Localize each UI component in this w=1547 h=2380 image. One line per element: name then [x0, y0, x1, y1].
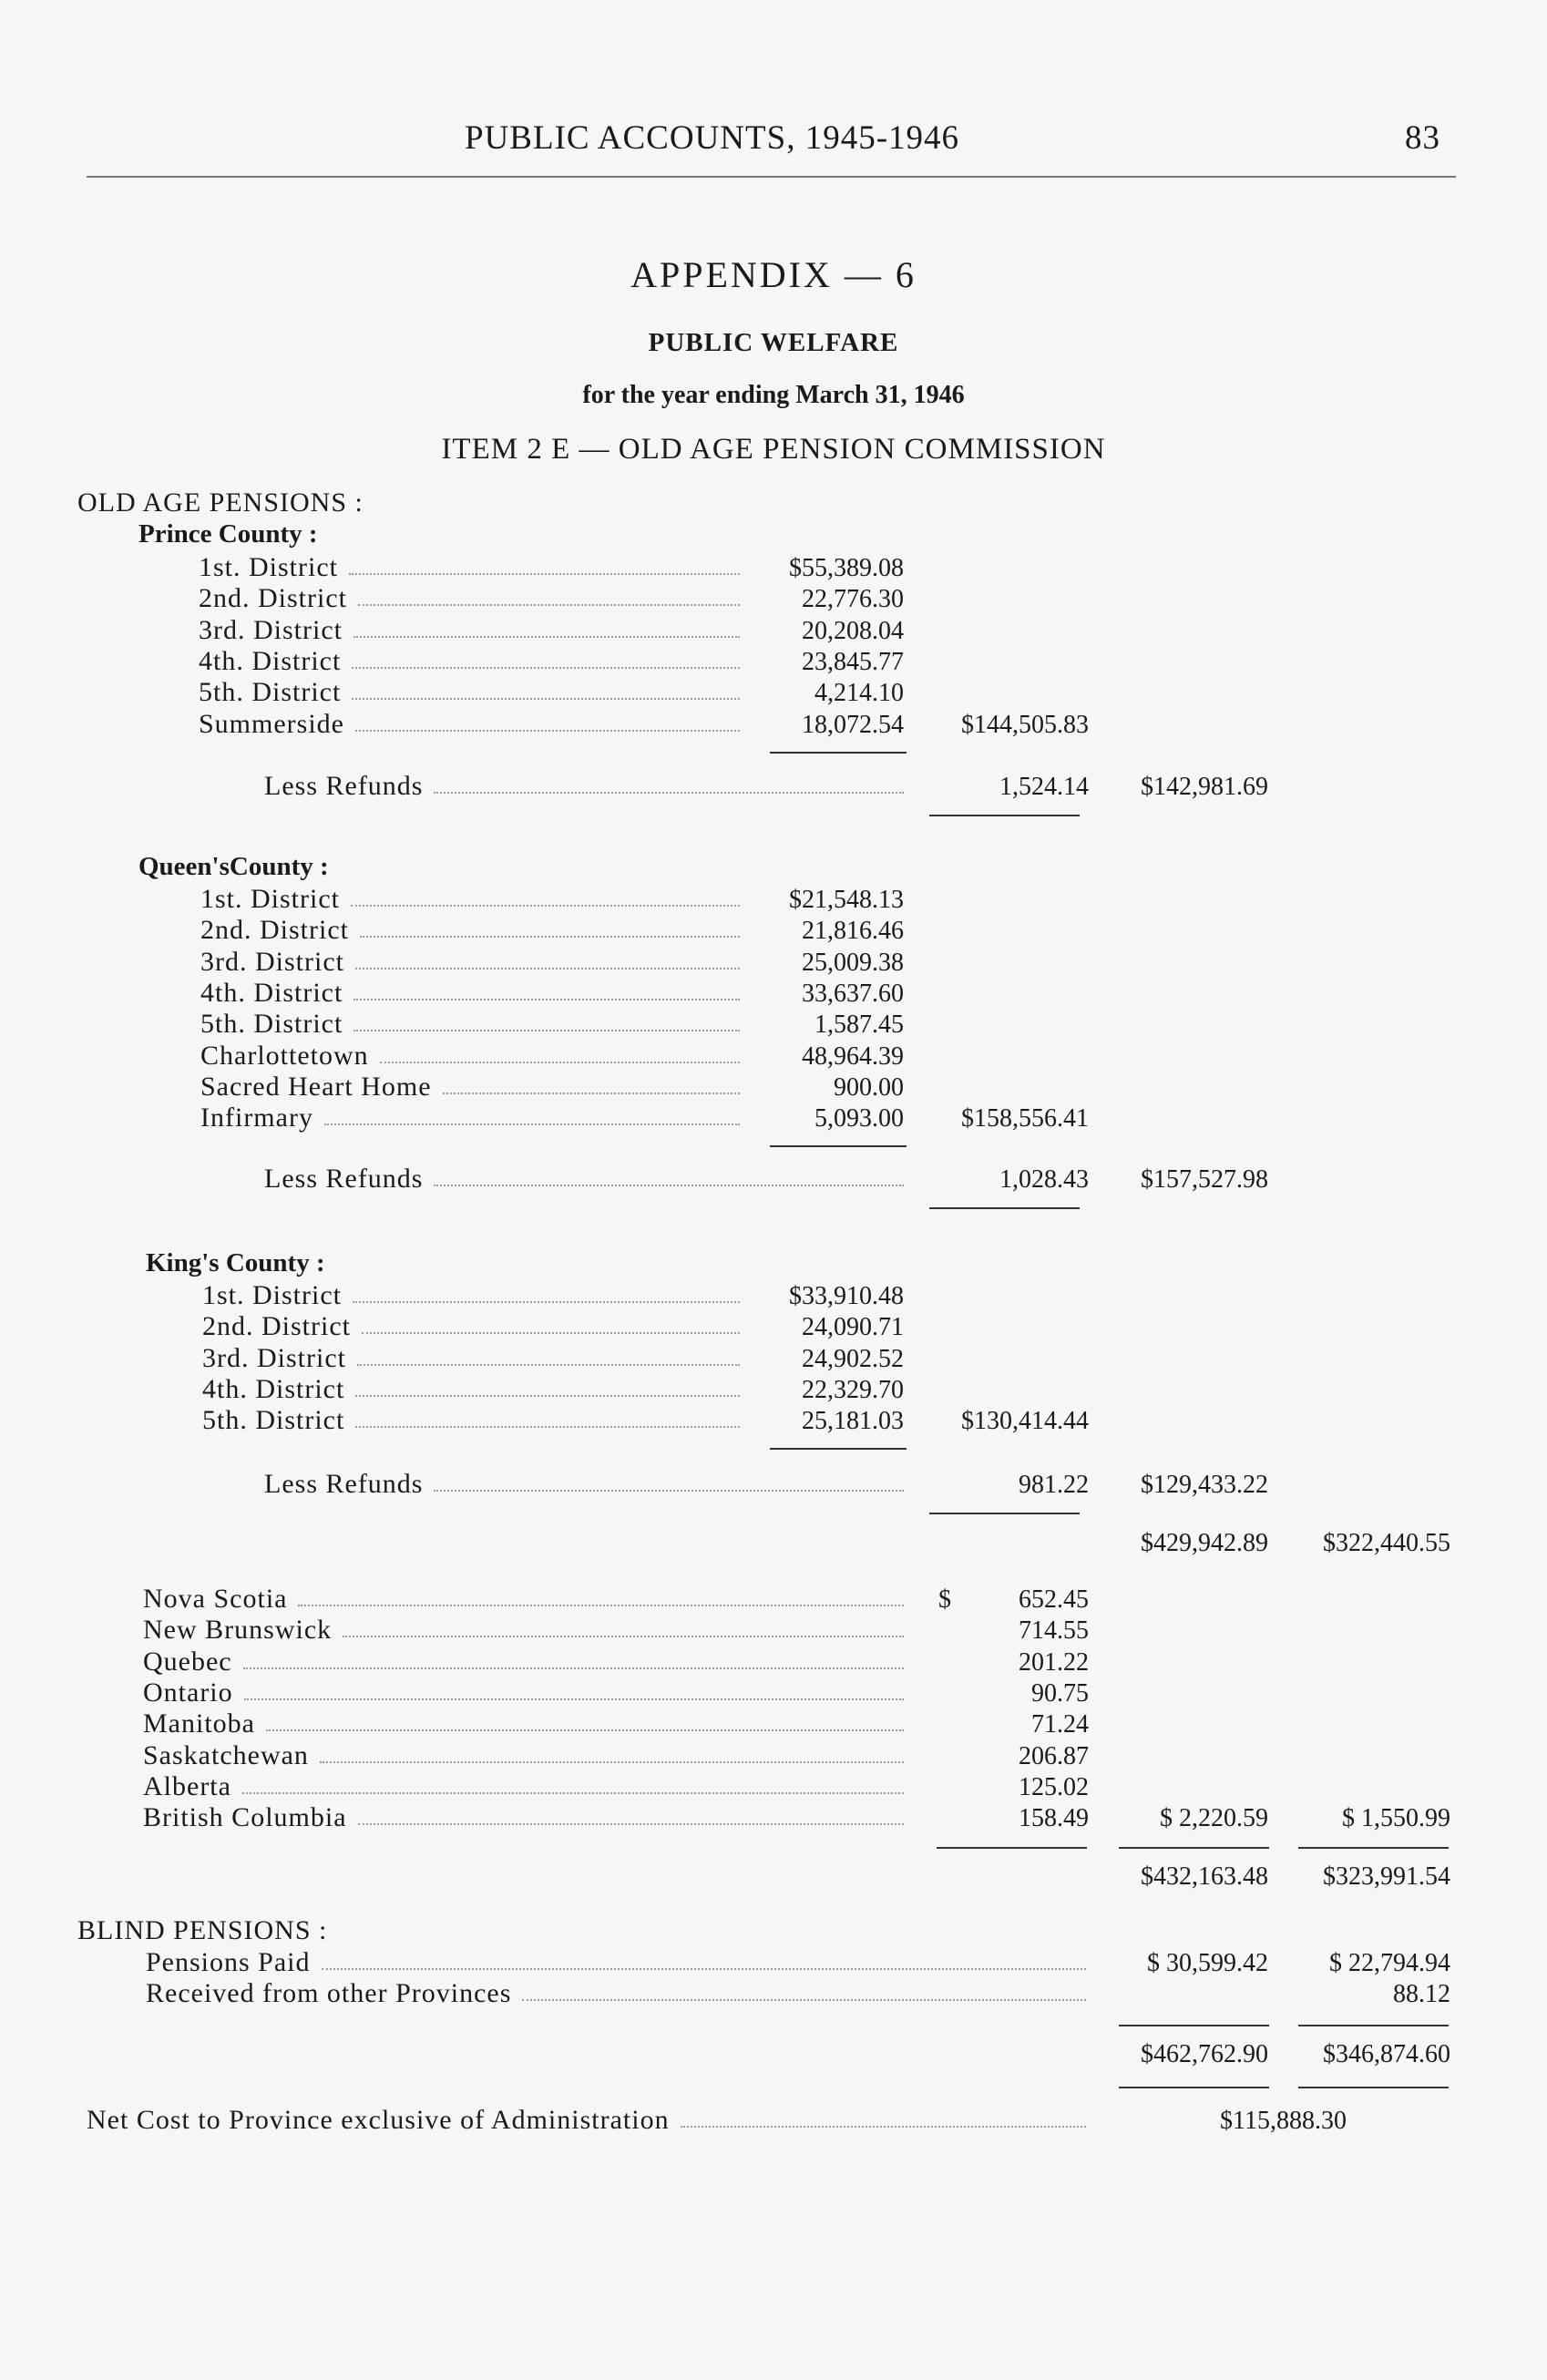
dot-leader	[242, 1792, 904, 1794]
dot-leader	[244, 1698, 904, 1700]
refunds-amount: 1,524.14	[999, 773, 1089, 801]
province-amount: 71.24	[1031, 1710, 1089, 1739]
dot-leader	[355, 730, 740, 732]
district-row	[0, 1280, 1547, 1311]
province-label: Nova Scotia	[143, 1584, 288, 1614]
received-b: 88.12	[1393, 1980, 1450, 2008]
district-label: Charlottetown	[200, 1041, 369, 1071]
district-amount: 20,208.04	[802, 617, 904, 645]
queens-county-heading: Queen'sCounty :	[138, 852, 329, 881]
district-label: 2nd. District	[199, 583, 347, 613]
pensions-paid-label: Pensions Paid	[146, 1947, 311, 1977]
district-row	[0, 615, 1547, 646]
subtotal-b: $322,440.55	[1323, 1529, 1450, 1557]
district-label: 4th. District	[199, 646, 342, 676]
district-amount: 23,845.77	[802, 648, 904, 676]
district-label: 1st. District	[199, 552, 338, 582]
district-row	[0, 552, 1547, 583]
sum-rule	[770, 1448, 907, 1450]
province-amount: 652.45	[1019, 1585, 1089, 1614]
district-row	[0, 1343, 1547, 1374]
district-amount: 24,090.71	[802, 1313, 904, 1341]
district-amount: 33,637.60	[802, 980, 904, 1008]
county-total: $130,414.44	[961, 1407, 1089, 1435]
district-label: Infirmary	[200, 1103, 313, 1133]
district-row	[0, 1072, 1547, 1103]
province-row	[0, 1677, 1547, 1708]
old-age-pensions-heading: OLD AGE PENSIONS :	[77, 487, 364, 518]
pensions-paid-row	[0, 1947, 1547, 1978]
dot-leader	[358, 1823, 904, 1825]
refunds-amount: 1,028.43	[999, 1165, 1089, 1194]
province-amount: 158.49	[1019, 1804, 1089, 1832]
dot-leader	[380, 1062, 740, 1063]
provinces-total-b: $ 1,550.99	[1342, 1804, 1450, 1832]
appendix-title: APPENDIX — 6	[630, 254, 917, 295]
county-total: $158,556.41	[961, 1104, 1089, 1133]
old-age-total-b: $323,991.54	[1323, 1862, 1450, 1891]
dot-leader	[443, 1093, 740, 1094]
district-label: 4th. District	[202, 1374, 345, 1404]
province-label: British Columbia	[143, 1802, 347, 1832]
blind-total-row	[0, 2038, 1547, 2069]
dot-leader	[351, 905, 740, 907]
dot-leader	[353, 1030, 740, 1031]
district-label: Summerside	[199, 709, 344, 739]
net-cost-row	[0, 2105, 1547, 2136]
district-row	[0, 1041, 1547, 1072]
dot-leader	[352, 667, 740, 669]
sum-rule	[929, 1207, 1080, 1209]
old-age-total-a: $432,163.48	[1141, 1862, 1268, 1891]
district-label: Sacred Heart Home	[200, 1072, 432, 1102]
item-title: ITEM 2 E — OLD AGE PENSION COMMISSION	[441, 433, 1106, 466]
page-number: 83	[1405, 119, 1440, 157]
province-row	[0, 1647, 1547, 1677]
period-subtitle: for the year ending March 31, 1946	[582, 381, 965, 409]
sum-rule	[937, 1847, 1087, 1849]
dot-leader	[352, 698, 740, 700]
province-row	[0, 1740, 1547, 1771]
sum-rule	[1298, 2025, 1449, 2026]
dot-leader	[320, 1761, 904, 1763]
district-amount: 1,587.45	[814, 1010, 904, 1039]
subtotal-a: $429,942.89	[1141, 1529, 1268, 1557]
province-label: New Brunswick	[143, 1615, 333, 1645]
sum-rule	[1298, 1847, 1449, 1849]
dot-leader	[358, 604, 740, 606]
district-row	[0, 1009, 1547, 1040]
district-amount: $21,548.13	[789, 886, 904, 914]
dot-leader	[349, 573, 740, 575]
dot-leader	[343, 1636, 904, 1637]
sum-rule	[1119, 2087, 1269, 2088]
district-amount: 900.00	[834, 1073, 904, 1102]
dot-leader	[355, 1426, 740, 1428]
district-label: 1st. District	[200, 884, 340, 914]
dot-leader	[357, 1364, 740, 1366]
dot-leader	[322, 1968, 1086, 1970]
dot-leader	[360, 936, 740, 938]
refunds-label: Less Refunds	[264, 771, 424, 801]
province-label: Quebec	[143, 1647, 232, 1677]
district-amount: 48,964.39	[802, 1042, 904, 1071]
dot-leader	[355, 1395, 740, 1397]
dot-leader	[243, 1667, 904, 1669]
refunds-label: Less Refunds	[264, 1469, 424, 1499]
dot-leader	[298, 1605, 904, 1606]
province-label: Alberta	[143, 1771, 231, 1801]
kings-county-heading: King's County :	[146, 1248, 325, 1277]
province-row	[0, 1708, 1547, 1739]
county-net: $142,981.69	[1141, 773, 1268, 801]
district-row	[0, 1103, 1547, 1134]
province-row	[0, 1584, 1547, 1615]
district-amount: 24,902.52	[802, 1345, 904, 1373]
sum-rule	[770, 1145, 907, 1147]
province-row	[0, 1771, 1547, 1802]
blind-total-a: $462,762.90	[1141, 2040, 1268, 2068]
district-row	[0, 915, 1547, 946]
county-net: $157,527.98	[1141, 1165, 1268, 1194]
sum-rule	[929, 1513, 1080, 1514]
net-cost-label: Net Cost to Province exclusive of Administration	[87, 2105, 670, 2135]
district-label: 5th. District	[199, 677, 342, 707]
dot-leader	[522, 1999, 1086, 2001]
province-label: Ontario	[143, 1677, 233, 1708]
district-label: 3rd. District	[200, 947, 344, 977]
county-net: $129,433.22	[1141, 1471, 1268, 1499]
net-cost-amount: $115,888.30	[1220, 2107, 1347, 2135]
district-row	[0, 884, 1547, 915]
district-row	[0, 1374, 1547, 1405]
district-row	[0, 677, 1547, 708]
district-amount: 5,093.00	[814, 1104, 904, 1133]
dot-leader	[434, 792, 904, 794]
dot-leader	[266, 1729, 904, 1731]
district-label: 3rd. District	[202, 1343, 346, 1373]
sum-rule	[770, 752, 907, 754]
district-amount: 4,214.10	[814, 679, 904, 707]
sum-rule	[1119, 1847, 1269, 1849]
district-row	[0, 978, 1547, 1009]
district-label: 2nd. District	[200, 915, 349, 945]
header-rule	[87, 176, 1456, 178]
district-label: 1st. District	[202, 1280, 342, 1310]
pensions-paid-a: $ 30,599.42	[1147, 1949, 1268, 1977]
refunds-row	[0, 1164, 1547, 1195]
dot-leader	[434, 1185, 904, 1186]
district-amount: 25,181.03	[802, 1407, 904, 1435]
dot-leader	[324, 1123, 740, 1125]
district-row	[0, 1405, 1547, 1436]
district-label: 4th. District	[200, 978, 343, 1008]
district-label: 5th. District	[202, 1405, 345, 1435]
province-row	[0, 1615, 1547, 1646]
blind-total-b: $346,874.60	[1323, 2040, 1450, 2068]
subtotal-row	[0, 1527, 1547, 1558]
district-row	[0, 709, 1547, 740]
refunds-label: Less Refunds	[264, 1164, 424, 1194]
received-row	[0, 1978, 1547, 2009]
province-amount: 201.22	[1019, 1648, 1089, 1677]
refunds-amount: 981.22	[1019, 1471, 1089, 1499]
province-amount: 90.75	[1031, 1679, 1089, 1708]
refunds-row	[0, 771, 1547, 802]
dot-leader	[355, 968, 740, 969]
province-label: Saskatchewan	[143, 1740, 309, 1770]
refunds-row	[0, 1469, 1547, 1500]
district-label: 2nd. District	[202, 1311, 351, 1341]
district-amount: 25,009.38	[802, 949, 904, 977]
district-amount: $33,910.48	[789, 1282, 904, 1310]
dot-leader	[434, 1490, 904, 1492]
provinces-total-a: $ 2,220.59	[1160, 1804, 1268, 1832]
dot-leader	[681, 2126, 1086, 2128]
province-amount: 714.55	[1019, 1616, 1089, 1645]
province-row	[0, 1802, 1547, 1833]
dot-leader	[353, 1301, 740, 1303]
district-amount: $55,389.08	[789, 554, 904, 582]
district-label: 3rd. District	[199, 615, 343, 645]
dot-leader	[362, 1332, 740, 1334]
dot-leader	[353, 636, 740, 638]
prince-county-heading: Prince County :	[138, 519, 318, 549]
received-label: Received from other Provinces	[146, 1978, 512, 2008]
sum-rule	[1298, 2087, 1449, 2088]
district-row	[0, 583, 1547, 614]
province-label: Manitoba	[143, 1708, 255, 1739]
dollar-sign: $	[938, 1585, 951, 1614]
county-total: $144,505.83	[961, 711, 1089, 739]
province-amount: 206.87	[1019, 1742, 1089, 1770]
district-row	[0, 646, 1547, 677]
province-amount: 125.02	[1019, 1773, 1089, 1801]
district-amount: 18,072.54	[802, 711, 904, 739]
old-age-total-row	[0, 1861, 1547, 1892]
sum-rule	[1119, 2025, 1269, 2026]
district-amount: 22,329.70	[802, 1376, 904, 1404]
district-amount: 22,776.30	[802, 585, 904, 613]
page-header-title: PUBLIC ACCOUNTS, 1945-1946	[465, 119, 960, 157]
district-label: 5th. District	[200, 1009, 343, 1039]
sum-rule	[929, 815, 1080, 816]
pensions-paid-b: $ 22,794.94	[1329, 1949, 1450, 1977]
district-row	[0, 947, 1547, 978]
district-row	[0, 1311, 1547, 1342]
blind-pensions-heading: BLIND PENSIONS :	[77, 1915, 328, 1945]
district-amount: 21,816.46	[802, 917, 904, 945]
department-title: PUBLIC WELFARE	[648, 328, 899, 357]
dot-leader	[353, 999, 740, 1000]
